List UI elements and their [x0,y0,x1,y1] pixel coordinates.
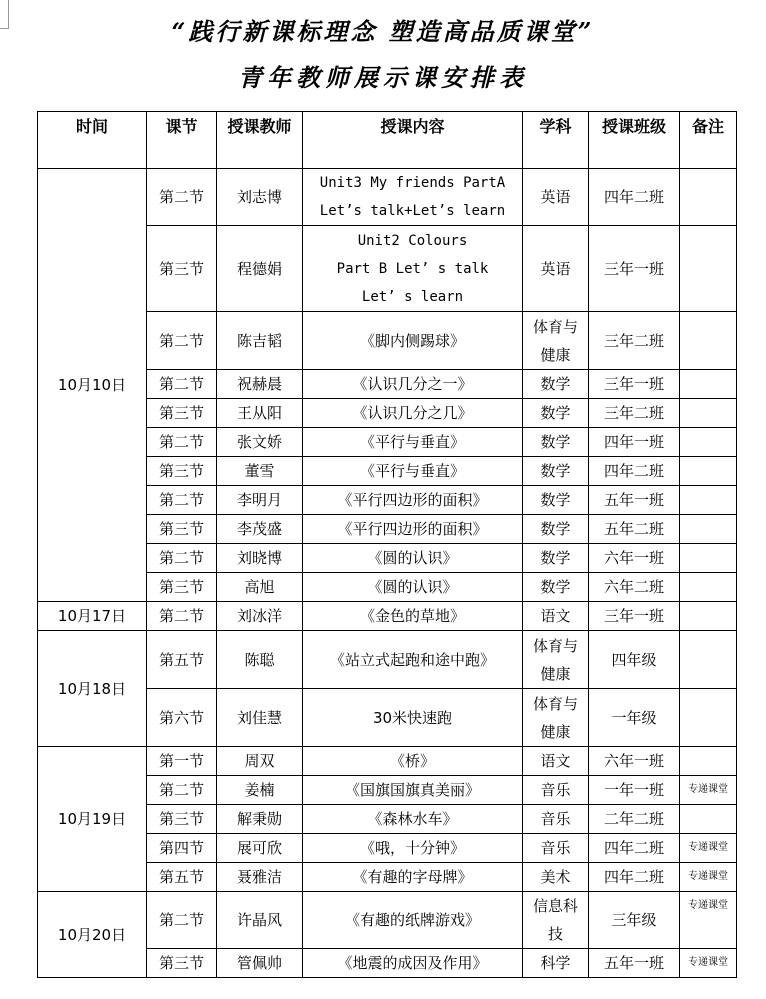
note-cell [680,689,737,747]
teacher-cell: 刘晓博 [217,544,303,573]
content-cell [303,169,523,226]
teacher-cell: 董雪 [217,457,303,486]
note-cell [680,428,737,457]
content-line: 《平行四边形的面积》 [337,491,488,509]
period-cell: 第三节 [147,457,217,486]
class-cell: 一年一班 [589,776,680,805]
note-cell: 专递课堂 [680,892,737,949]
teacher-cell: 周双 [217,747,303,776]
header-teacher: 授课教师 [217,112,303,169]
content-line: Unit3 My friends PartA [319,175,506,191]
note-cell [680,544,737,573]
header-period: 课节 [147,112,217,169]
content-cell [303,457,523,486]
content-cell [303,573,523,602]
content-line: Let’ s learn [361,288,464,305]
content-cell [303,834,523,863]
class-cell: 四年二班 [589,863,680,892]
period-cell: 第二节 [147,486,217,515]
class-cell: 六年一班 [589,544,680,573]
content-line: 《有趣的字母牌》 [352,868,473,886]
content-cell [303,805,523,834]
teacher-cell: 管佩帅 [217,949,303,978]
note-cell [680,573,737,602]
content-cell [303,949,523,978]
note-cell [680,457,737,486]
note-cell [680,312,737,370]
period-cell: 第二节 [147,169,217,226]
period-cell: 第二节 [147,892,217,949]
header-class: 授课班级 [589,112,680,169]
period-cell: 第二节 [147,776,217,805]
date-cell: 10月19日 [38,747,147,892]
content-line: 《脚内侧踢球》 [359,331,465,350]
class-cell: 一年级 [589,689,680,747]
subject-cell: 数学 [523,515,589,544]
content-cell [303,226,523,312]
note-cell [680,370,737,399]
content-line: 《森林水车》 [367,810,458,828]
subject-cell: 数学 [523,457,589,486]
teacher-cell: 刘佳慧 [217,689,303,747]
note-cell [680,399,737,428]
class-cell: 四年二班 [589,457,680,486]
subject-cell: 数学 [523,573,589,602]
date-cell: 10月10日 [38,169,147,602]
table-row [38,892,737,949]
date-cell: 10月17日 [38,602,147,631]
teacher-cell: 刘志博 [217,169,303,226]
header-note: 备注 [680,112,737,169]
period-cell: 第二节 [147,370,217,399]
content-cell [303,631,523,689]
table-row [38,602,737,631]
period-cell: 第二节 [147,602,217,631]
period-cell: 第四节 [147,834,217,863]
teacher-cell: 展可欣 [217,834,303,863]
note-cell [680,515,737,544]
table-row [38,631,737,689]
subject-cell: 数学 [523,399,589,428]
subject-cell: 语文 [523,747,589,776]
content-line: 《地震的成因及作用》 [337,954,488,972]
class-cell: 五年一班 [589,949,680,978]
note-cell [680,486,737,515]
teacher-cell: 李茂盛 [217,515,303,544]
subject-cell: 数学 [523,544,589,573]
teacher-cell: 张文娇 [217,428,303,457]
content-cell [303,544,523,573]
subject-cell: 数学 [523,486,589,515]
content-line: 30米快速跑 [372,708,453,727]
note-cell: 专递课堂 [680,776,737,805]
content-line: 《平行四边形的面积》 [337,520,488,538]
subject-cell: 音乐 [523,834,589,863]
content-line: 《国旗国旗真美丽》 [344,781,480,799]
note-cell [680,602,737,631]
subject-cell: 体育与健康 [523,689,589,747]
teacher-cell: 解秉勋 [217,805,303,834]
class-cell: 四年一班 [589,428,680,457]
teacher-cell: 陈聪 [217,631,303,689]
subject-cell: 体育与健康 [523,312,589,370]
period-cell: 第三节 [147,573,217,602]
class-cell: 三年二班 [589,312,680,370]
subject-cell: 美术 [523,863,589,892]
period-cell: 第五节 [147,631,217,689]
note-cell: 专递课堂 [680,949,737,978]
teacher-cell: 祝赫晨 [217,370,303,399]
subject-cell: 体育与健康 [523,631,589,689]
note-cell [680,631,737,689]
class-cell: 三年级 [589,892,680,949]
class-cell: 四年级 [589,631,680,689]
content-line: Part B Let’ s talk [336,260,489,277]
period-cell: 第五节 [147,863,217,892]
schedule-table [37,111,737,978]
period-cell: 第三节 [147,226,217,312]
note-cell [680,747,737,776]
content-cell [303,863,523,892]
content-cell [303,747,523,776]
content-cell [303,312,523,370]
class-cell: 二年二班 [589,805,680,834]
subject-cell: 数学 [523,428,589,457]
header-content: 授课内容 [303,112,523,169]
content-line: 《圆的认识》 [367,578,458,596]
content-line: 《桥》 [389,752,435,770]
class-cell: 六年二班 [589,573,680,602]
header-row [38,112,737,169]
subject-cell: 语文 [523,602,589,631]
class-cell: 三年一班 [589,370,680,399]
teacher-cell: 陈吉韬 [217,312,303,370]
document-subtitle: 青年教师展示课安排表 [238,63,528,92]
subject-cell: 英语 [523,169,589,226]
content-line: 《平行与垂直》 [359,433,465,451]
class-cell: 四年二班 [589,834,680,863]
period-cell: 第二节 [147,312,217,370]
subject-cell: 音乐 [523,805,589,834]
content-cell [303,892,523,949]
note-cell [680,226,737,312]
date-cell: 10月20日 [38,892,147,978]
teacher-cell: 程德娟 [217,226,303,312]
content-cell [303,370,523,399]
schedule-body [38,169,737,978]
teacher-cell: 李明月 [217,486,303,515]
teacher-cell: 高旭 [217,573,303,602]
content-line: 《平行与垂直》 [359,462,465,480]
note-cell: 专递课堂 [680,863,737,892]
content-cell [303,776,523,805]
class-cell: 三年一班 [589,602,680,631]
content-line: 《哦，十分钟》 [359,839,465,857]
document-title: “践行新课标理念 塑造高品质课堂” [171,17,595,46]
period-cell: 第六节 [147,689,217,747]
period-cell: 第二节 [147,428,217,457]
content-cell [303,515,523,544]
header-time: 时间 [38,112,147,169]
note-cell [680,169,737,226]
content-line: 《金色的草地》 [359,607,465,625]
content-line: 《站立式起跑和途中跑》 [329,650,495,669]
content-cell [303,399,523,428]
class-cell: 六年一班 [589,747,680,776]
teacher-cell: 刘冰洋 [217,602,303,631]
class-cell: 三年二班 [589,399,680,428]
content-cell [303,428,523,457]
content-line: 《认识几分之一》 [352,375,473,393]
teacher-cell: 聂雅洁 [217,863,303,892]
period-cell: 第一节 [147,747,217,776]
teacher-cell: 姜楠 [217,776,303,805]
table-row [38,747,737,776]
class-cell: 三年一班 [589,226,680,312]
content-line: Let’s talk+Let’s learn [319,203,506,219]
teacher-cell: 王从阳 [217,399,303,428]
subject-cell: 信息科技 [523,892,589,949]
period-cell: 第三节 [147,399,217,428]
period-cell: 第三节 [147,805,217,834]
subject-cell: 英语 [523,226,589,312]
content-cell [303,602,523,631]
teacher-cell: 许晶风 [217,892,303,949]
period-cell: 第三节 [147,515,217,544]
class-cell: 四年二班 [589,169,680,226]
class-cell: 五年二班 [589,515,680,544]
content-line: 《有趣的纸牌游戏》 [344,911,480,929]
subject-cell: 科学 [523,949,589,978]
period-cell: 第二节 [147,544,217,573]
date-cell: 10月18日 [38,631,147,747]
note-cell [680,805,737,834]
subject-cell: 音乐 [523,776,589,805]
table-row [38,169,737,226]
content-cell [303,486,523,515]
subject-cell: 数学 [523,370,589,399]
content-line: 《认识几分之几》 [352,404,473,422]
header-subject: 学科 [523,112,589,169]
class-cell: 五年一班 [589,486,680,515]
note-cell: 专递课堂 [680,834,737,863]
content-line: 《圆的认识》 [367,549,458,567]
period-cell: 第三节 [147,949,217,978]
content-cell [303,689,523,747]
content-line: Unit2 Colours [357,232,468,249]
